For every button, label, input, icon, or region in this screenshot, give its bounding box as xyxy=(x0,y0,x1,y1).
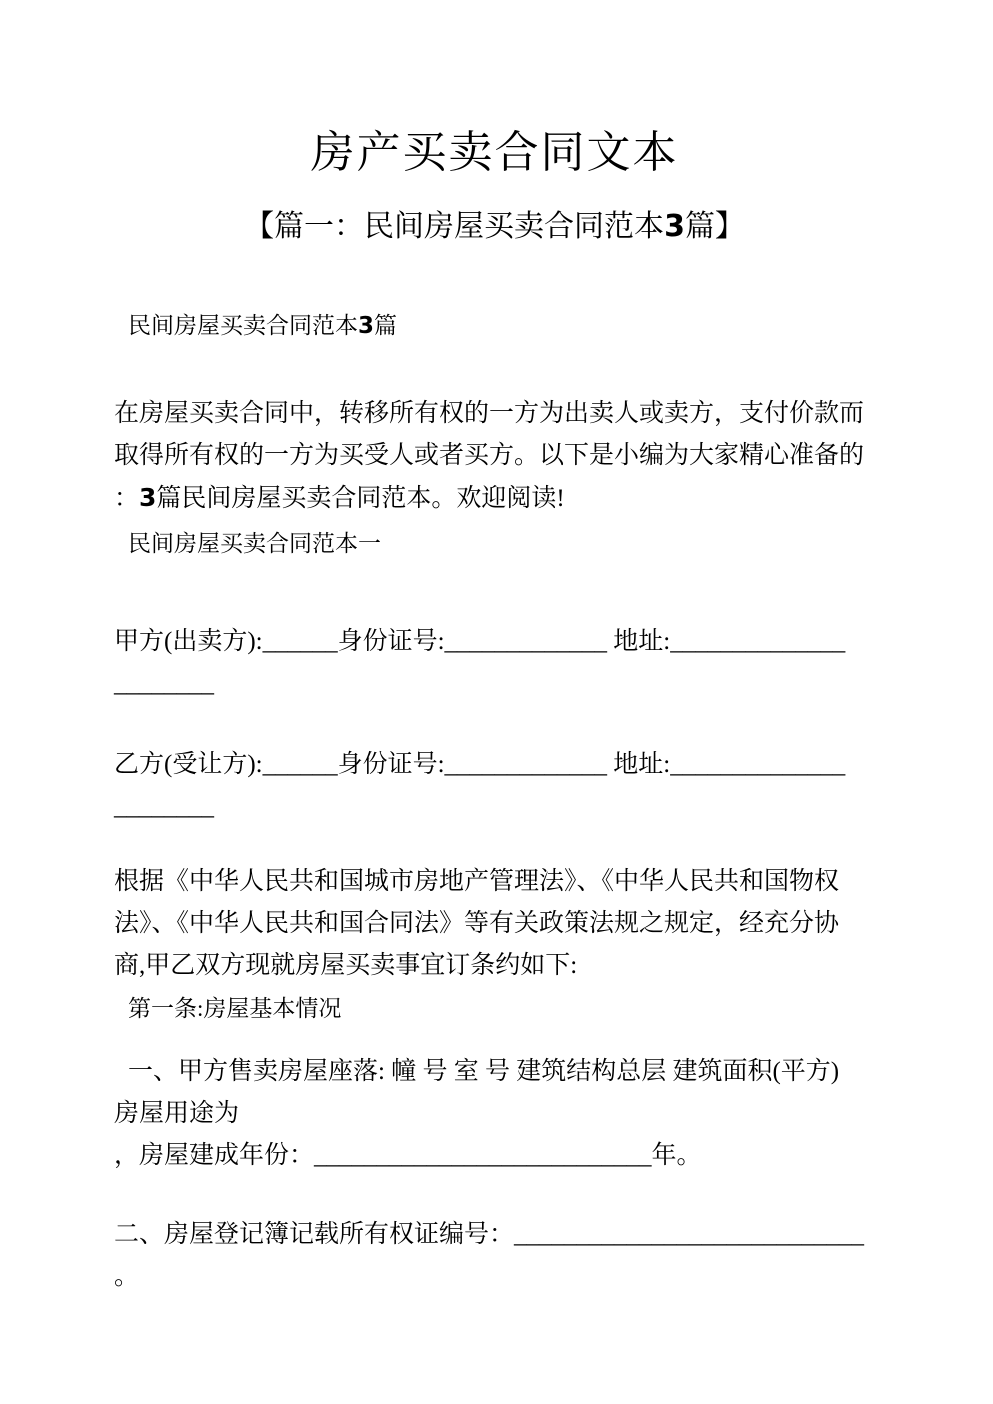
clause-one-block xyxy=(114,1051,875,1177)
legal-paragraph-line-3: 商,甲乙双方现就房屋买卖事宜订条约如下: xyxy=(114,952,578,979)
intro-heading-prefix: 民间房屋买卖合同范本 xyxy=(128,313,358,338)
party-b-line: 乙方(受让方):______身份证号:_____________ 地址:______________ xyxy=(114,751,846,778)
intro-paragraph-line-3-number: 3 xyxy=(139,483,157,512)
intro-paragraph-line-3-prefix: ： xyxy=(114,485,140,512)
party-b-block xyxy=(114,744,875,828)
clause-one-line-2: 房屋用途为 xyxy=(114,1100,240,1127)
party-a-continuation-blank: ________ xyxy=(114,670,214,697)
clause-two-line-2: 。 xyxy=(114,1263,140,1290)
intro-paragraph-line-1: 在房屋买卖合同中，转移所有权的一方为出卖人或卖方，支付价款而 xyxy=(114,400,865,427)
party-a-line: 甲方(出卖方):______身份证号:_____________ 地址:______________ xyxy=(114,628,846,655)
intro-paragraph-line-3 xyxy=(114,477,875,520)
legal-paragraph xyxy=(114,861,875,987)
subtitle-suffix: 篇】 xyxy=(684,210,745,243)
party-a-block xyxy=(114,621,875,705)
legal-paragraph-line-1: 根据《中华人民共和国城市房地产管理法》、《中华人民共和国物权 xyxy=(114,868,840,895)
intro-paragraph xyxy=(114,393,875,520)
legal-paragraph-line-2: 法》、《中华人民共和国合同法》等有关政策法规之规定，经充分协 xyxy=(114,910,840,937)
document-subtitle xyxy=(114,207,875,247)
clause-two-block xyxy=(114,1214,875,1298)
document-title: 房产买卖合同文本 xyxy=(310,128,679,177)
article-one-heading: 第一条:房屋基本情况 xyxy=(128,996,342,1021)
intro-heading xyxy=(114,311,875,341)
intro-heading-suffix: 篇 xyxy=(374,313,398,338)
clause-two-line-1: 二、房屋登记簿记载所有权证编号：____________________________ xyxy=(114,1221,865,1248)
intro-paragraph-line-3-suffix: 篇民间房屋买卖合同范本。欢迎阅读! xyxy=(156,485,565,512)
intro-heading-number: 3 xyxy=(358,313,375,339)
sample-one-heading: 民间房屋买卖合同范本一 xyxy=(128,531,381,556)
subtitle-number: 3 xyxy=(664,209,685,244)
clause-one-line-1: 一、甲方售卖房屋座落: 幢 号 室 号 建筑结构总层 建筑面积(平方) xyxy=(128,1058,840,1085)
clause-one-line-3: ，房屋建成年份：___________________________年。 xyxy=(114,1142,702,1169)
party-b-continuation-blank: ________ xyxy=(114,793,214,820)
subtitle-prefix: 【篇一：民间房屋买卖合同范本 xyxy=(244,210,665,243)
intro-paragraph-line-2: 取得所有权的一方为买受人或者买方。以下是小编为大家精心准备的 xyxy=(114,442,865,469)
